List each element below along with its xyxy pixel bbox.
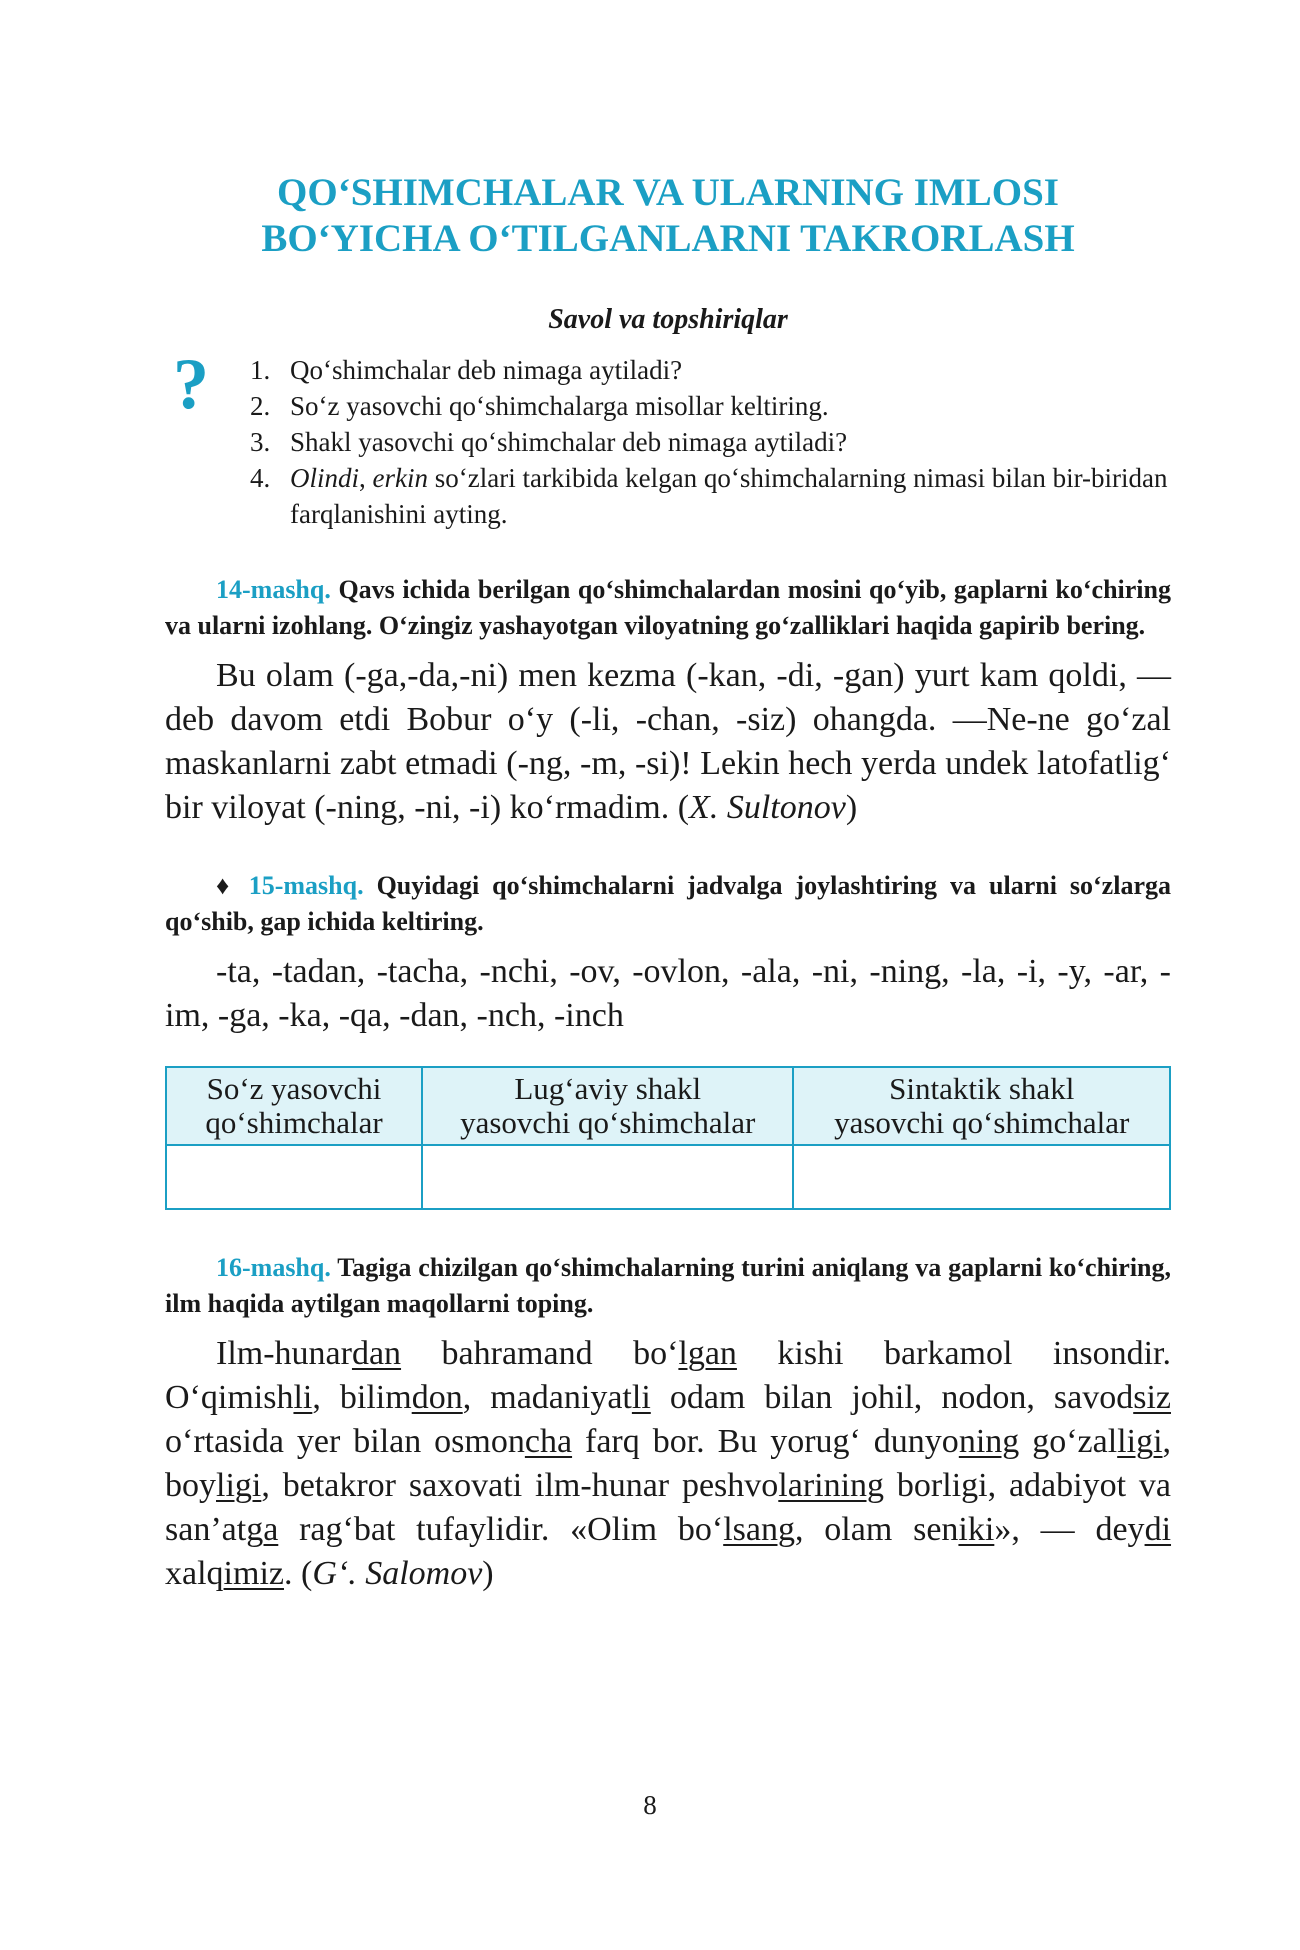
underlined-suffix: siz [1133,1379,1171,1416]
exercise-16-label: 16-mashq. [216,1253,331,1282]
text-segment: Ilm-hunar [216,1335,352,1372]
text-segment: o‘rtasida yer bilan osmon [165,1423,525,1460]
exercise-14-instruction: 14-mashq. Qavs ichida berilgan qo‘shimchalardan mosini qo‘yib, gaplarni ko‘chiring va ularni izohlang. O‘zingiz yashayotgan viloyatning go‘zalliklari haqida gapirib bering. [165,575,1171,640]
underlined-suffix: di [1144,1511,1172,1548]
question-item: 1. Qo‘shimchalar deb nimaga aytiladi? [250,355,683,385]
text-segment: odam bilan johil, nodon, savod [650,1379,1134,1416]
text-segment: , olam sen [794,1511,959,1548]
text-segment: rag‘bat tufaylidir. «Olim bo‘ [278,1511,724,1548]
underlined-suffix: lsang [723,1511,795,1548]
table-header-row [166,1067,1170,1145]
exercise-15-text: -ta, -tadan, -tacha, -nchi, -ov, -ovlon, -ala, -ni, -ning, -la, -i, -y, -ar, -im, -ga, -ka, -qa, -dan, -nch, -inch [165,953,1171,1034]
underlined-suffix: cha [524,1423,573,1460]
table-empty-cell [166,1145,422,1209]
table-empty-cell [422,1145,793,1209]
table-header-cell: Lug‘aviy shakl yasovchi qo‘shimchalar [422,1067,793,1145]
underlined-suffix: lgan [678,1335,737,1372]
underlined-suffix: dan [351,1335,402,1372]
underlined-suffix: ga [246,1511,279,1548]
text-segment: , madaniyat [462,1379,632,1416]
text-segment: kishi barkamol insondir. O‘qimish [165,1335,1171,1416]
questions-block [165,344,1171,532]
text-segment: , boy [165,1423,1172,1504]
text-segment: go‘zal [1019,1423,1118,1460]
underlined-suffix: ligi [216,1467,262,1504]
page-title [165,170,1171,262]
underlined-suffix: iki [958,1511,995,1548]
text-segment: farq bor. Bu yorug‘ dunyo [572,1423,959,1460]
underlined-suffix: li [631,1379,651,1416]
text-segment: », — dey [994,1511,1145,1548]
question-item: 2. So‘z yasovchi qo‘shimchalarga misollar keltiring. [250,391,829,421]
underlined-suffix: imiz [223,1555,284,1592]
title-line-2: BO‘YICHA O‘TILGANLARNI TAKRORLASH [261,217,1075,260]
exercise-14-text: Bu olam (-ga,-da,-ni) men kezma (-kan, -di, -gan) yurt kam qoldi, — deb davom etdi Bobur o‘y (-li, -chan, -siz) ohangda. —Ne-ne go‘zal maskanlarni zabt etmadi (-ng, -m, -si)! Lekin hech yerda undek latofatlig‘ bir viloyat (-ning, -ni, -i) ko‘rmadim. (X. Sultonov) [165,657,1171,826]
exercise-15-instruction: ♦ 15-mashq. Quyidagi qo‘shimchalarni jadvalga joylashtiring va ularni so‘zlarga qo‘shib, gap ichida keltiring. [165,871,1171,936]
author-name: G‘. Salomov [312,1555,483,1592]
text-segment: . ( [283,1555,313,1592]
underlined-suffix: don [411,1379,463,1416]
table-empty-cell [793,1145,1170,1209]
question-mark-icon: ? [173,344,209,424]
underlined-suffix: larining [778,1467,885,1504]
table-row [166,1145,1170,1209]
underlined-suffix: ligi [1117,1423,1163,1460]
text-segment: xalq [165,1555,224,1592]
text-segment: , betakror saxovati ilm-hunar peshvo [261,1467,779,1504]
question-item: 3. Shakl yasovchi qo‘shimchalar deb nimaga aytiladi? [250,427,848,457]
suffix-classification-table [165,1066,1171,1210]
author-name: X. Sultonov [689,789,846,826]
exercise-14-label: 14-mashq. [216,575,331,604]
text-segment: , bilim [312,1379,412,1416]
text-segment: borligi, adabiyot va san’at [165,1467,1171,1548]
diamond-bullet-icon: ♦ [216,871,236,900]
title-line-1: QO‘SHIMCHALAR VA ULARNING IMLOSI [277,171,1059,214]
table-header-cell: So‘z yasovchi qo‘shimchalar [166,1067,422,1145]
questions-heading: Savol va topshiriqlar [548,304,788,335]
exercise-16-instruction: 16-mashq. Tagiga chizilgan qo‘shimchalarning turini aniqlang va gaplarni ko‘chiring, ilm haqida aytilgan maqollarni toping. [165,1253,1171,1318]
table-header-cell: Sintaktik shakl yasovchi qo‘shimchalar [793,1067,1170,1145]
underlined-suffix: ning [958,1423,1020,1460]
question-item: 4. Olindi, erkin so‘zlari tarkibida kelgan qo‘shimchalarning nimasi bilan bir-biridan farqlanishini ayting. [250,463,1168,529]
questions-list [250,352,1171,532]
underlined-suffix: li [293,1379,313,1416]
exercise-15-label: 15-mashq. [248,871,364,900]
page-number: 8 [643,1790,657,1820]
exercise-16-text [165,1332,1171,1596]
page-content [165,170,1171,1596]
text-segment: ) [482,1555,494,1592]
text-segment: bahramand bo‘ [401,1335,679,1372]
